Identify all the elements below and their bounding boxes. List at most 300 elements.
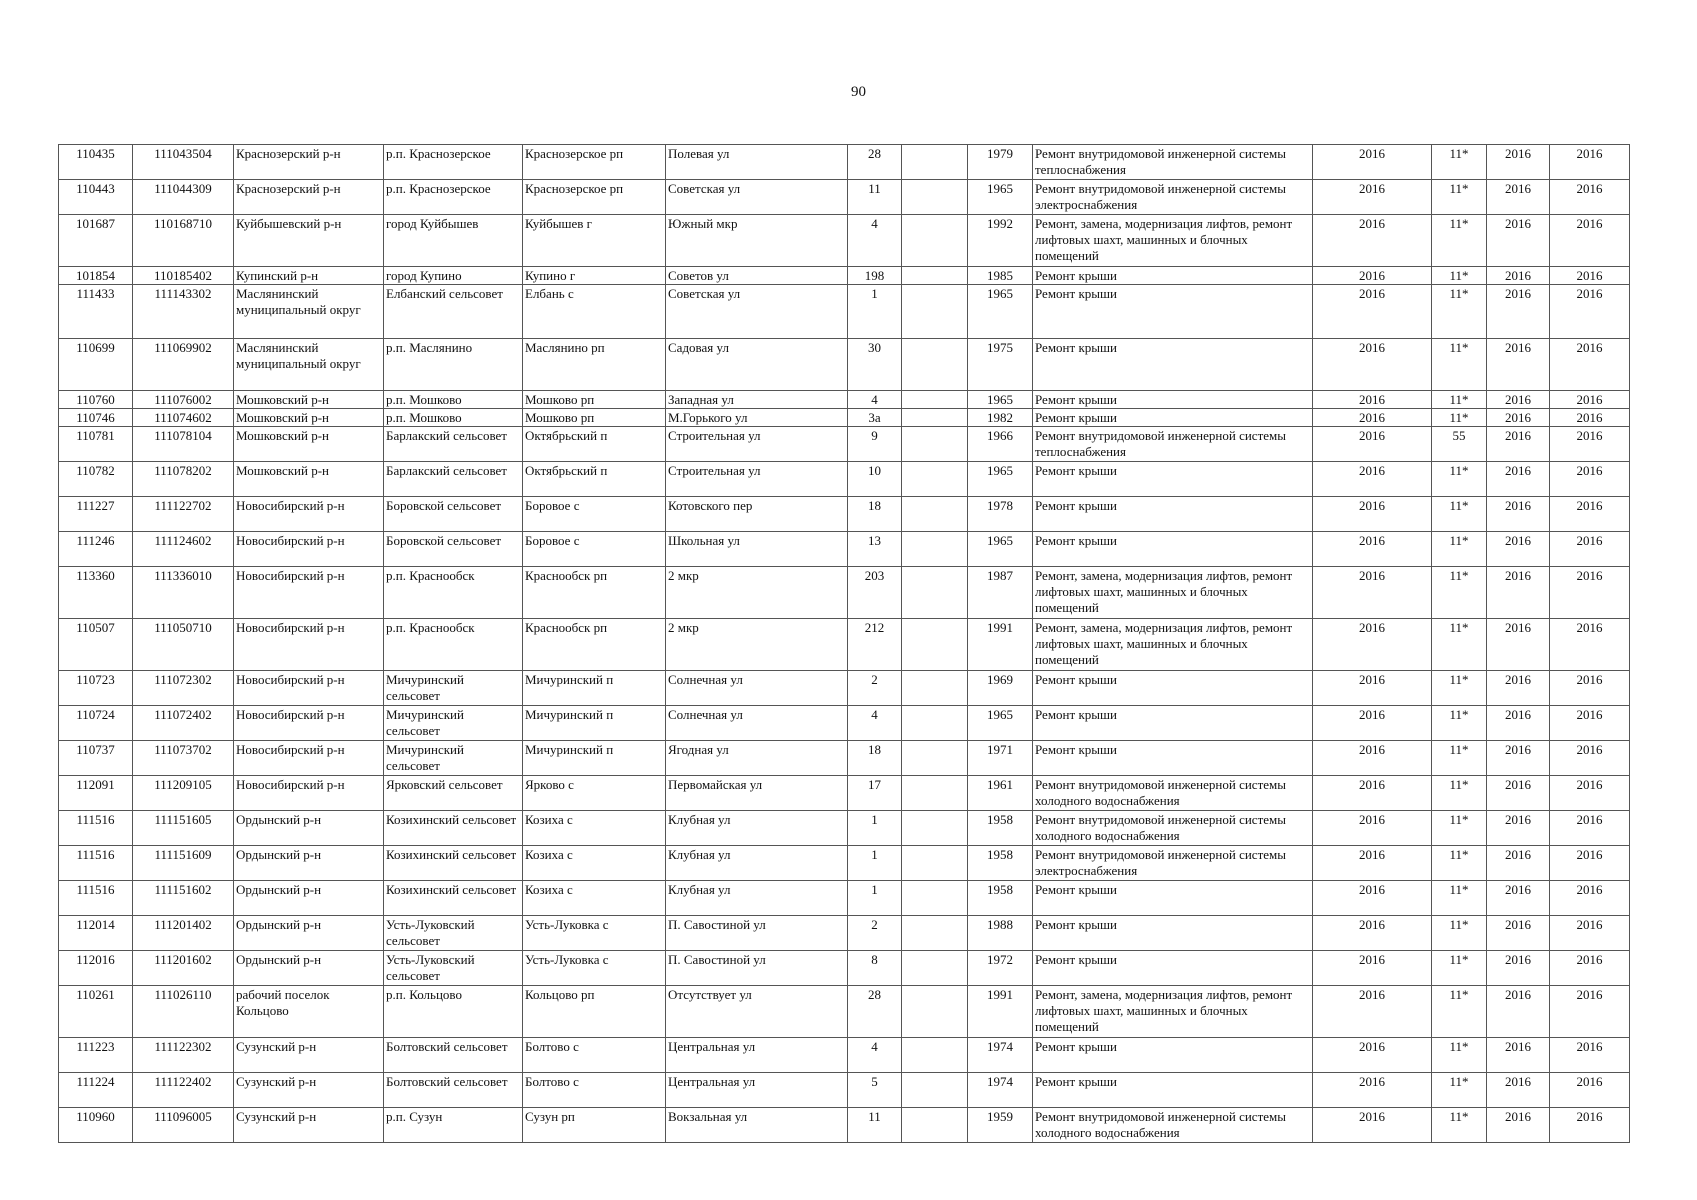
cell-cost-code: 11* (1432, 339, 1487, 391)
table-row (59, 285, 1630, 339)
cell-end-year: 2016 (1550, 462, 1630, 497)
cell-end-year: 2016 (1550, 339, 1630, 391)
cell-street: П. Савостиной ул (666, 916, 848, 951)
cell-plan-year: 2016 (1313, 776, 1432, 811)
cell-house-number: 18 (848, 741, 902, 776)
cell-object-code: 111074602 (133, 409, 234, 427)
cell-settlement: Болтовский сельсовет (384, 1038, 523, 1073)
cell-plan-year: 2016 (1313, 846, 1432, 881)
cell-work-type: Ремонт крыши (1033, 339, 1313, 391)
cell-settlement: р.п. Кольцово (384, 986, 523, 1038)
cell-plan-year: 2016 (1313, 532, 1432, 567)
cell-house-number: 1 (848, 285, 902, 339)
cell-locality: Боровое с (523, 532, 666, 567)
cell-end-year: 2016 (1550, 215, 1630, 267)
table-row (59, 409, 1630, 427)
cell-locality: Мичуринский п (523, 741, 666, 776)
cell-plan-year: 2016 (1313, 916, 1432, 951)
cell-building-letter (902, 532, 968, 567)
cell-plan-year: 2016 (1313, 567, 1432, 619)
cell-object-code: 111151609 (133, 846, 234, 881)
cell-cost-code: 11* (1432, 916, 1487, 951)
cell-cost-code: 11* (1432, 706, 1487, 741)
cell-end-year: 2016 (1550, 811, 1630, 846)
cell-work-type: Ремонт внутридомовой инженерной системы холодного водоснабжения (1033, 811, 1313, 846)
cell-end-year: 2016 (1550, 427, 1630, 462)
cell-object-code: 111122702 (133, 497, 234, 532)
cell-settlement: Болтовский сельсовет (384, 1073, 523, 1108)
cell-work-type: Ремонт крыши (1033, 267, 1313, 285)
table-row (59, 215, 1630, 267)
cell-end-year: 2016 (1550, 986, 1630, 1038)
cell-street: Советская ул (666, 285, 848, 339)
cell-year-built: 1965 (968, 462, 1033, 497)
cell-settlement: Барлакский сельсовет (384, 462, 523, 497)
cell-locality: Боровое с (523, 497, 666, 532)
cell-street: Клубная ул (666, 846, 848, 881)
cell-year-built: 1965 (968, 180, 1033, 215)
cell-work-type: Ремонт крыши (1033, 671, 1313, 706)
cell-locality: Болтово с (523, 1038, 666, 1073)
cell-object-code: 110185402 (133, 267, 234, 285)
table-row (59, 267, 1630, 285)
cell-cost-code: 11* (1432, 1073, 1487, 1108)
cell-settlement: Барлакский сельсовет (384, 427, 523, 462)
cell-year-built: 1969 (968, 671, 1033, 706)
cell-street: Полевая ул (666, 145, 848, 180)
cell-work-type: Ремонт, замена, модернизация лифтов, ремонт лифтовых шахт, машинных и блочных помещений (1033, 215, 1313, 267)
cell-start-year: 2016 (1487, 215, 1550, 267)
cell-house-number: 2 (848, 916, 902, 951)
cell-cost-code: 11* (1432, 497, 1487, 532)
cell-object-code: 111069902 (133, 339, 234, 391)
cell-house-number: 4 (848, 706, 902, 741)
cell-record-id: 110746 (59, 409, 133, 427)
table-row (59, 881, 1630, 916)
cell-start-year: 2016 (1487, 916, 1550, 951)
cell-end-year: 2016 (1550, 881, 1630, 916)
cell-year-built: 1965 (968, 706, 1033, 741)
cell-year-built: 1958 (968, 811, 1033, 846)
cell-object-code: 111073702 (133, 741, 234, 776)
cell-year-built: 1965 (968, 285, 1033, 339)
cell-locality: Мошково рп (523, 391, 666, 409)
cell-record-id: 110723 (59, 671, 133, 706)
table-row (59, 427, 1630, 462)
cell-cost-code: 11* (1432, 409, 1487, 427)
cell-municipality: Новосибирский р-н (234, 706, 384, 741)
cell-house-number: 30 (848, 339, 902, 391)
cell-plan-year: 2016 (1313, 811, 1432, 846)
cell-house-number: 4 (848, 1038, 902, 1073)
cell-object-code: 111151602 (133, 881, 234, 916)
cell-record-id: 111224 (59, 1073, 133, 1108)
cell-settlement: Усть-Луковский сельсовет (384, 916, 523, 951)
cell-plan-year: 2016 (1313, 619, 1432, 671)
cell-start-year: 2016 (1487, 1038, 1550, 1073)
cell-work-type: Ремонт внутридомовой инженерной системы холодного водоснабжения (1033, 1108, 1313, 1143)
cell-cost-code: 11* (1432, 671, 1487, 706)
cell-cost-code: 11* (1432, 267, 1487, 285)
cell-record-id: 111223 (59, 1038, 133, 1073)
cell-work-type: Ремонт, замена, модернизация лифтов, ремонт лифтовых шахт, машинных и блочных помещений (1033, 986, 1313, 1038)
cell-street: М.Горького ул (666, 409, 848, 427)
cell-house-number: 4 (848, 215, 902, 267)
table-row (59, 391, 1630, 409)
cell-street: Строительная ул (666, 427, 848, 462)
cell-cost-code: 55 (1432, 427, 1487, 462)
cell-locality: Козиха с (523, 846, 666, 881)
cell-record-id: 113360 (59, 567, 133, 619)
cell-municipality: Новосибирский р-н (234, 619, 384, 671)
cell-year-built: 1987 (968, 567, 1033, 619)
cell-house-number: 28 (848, 145, 902, 180)
cell-municipality: Сузунский р-н (234, 1073, 384, 1108)
cell-cost-code: 11* (1432, 145, 1487, 180)
cell-locality: Ярково с (523, 776, 666, 811)
cell-start-year: 2016 (1487, 671, 1550, 706)
cell-building-letter (902, 497, 968, 532)
cell-locality: Кольцово рп (523, 986, 666, 1038)
cell-object-code: 111201602 (133, 951, 234, 986)
cell-house-number: 1 (848, 811, 902, 846)
cell-work-type: Ремонт внутридомовой инженерной системы теплоснабжения (1033, 427, 1313, 462)
cell-cost-code: 11* (1432, 951, 1487, 986)
table-row (59, 145, 1630, 180)
cell-building-letter (902, 180, 968, 215)
cell-building-letter (902, 409, 968, 427)
cell-record-id: 112091 (59, 776, 133, 811)
cell-work-type: Ремонт внутридомовой инженерной системы электроснабжения (1033, 180, 1313, 215)
cell-cost-code: 11* (1432, 881, 1487, 916)
cell-street: Садовая ул (666, 339, 848, 391)
cell-record-id: 111433 (59, 285, 133, 339)
cell-end-year: 2016 (1550, 145, 1630, 180)
cell-object-code: 111076002 (133, 391, 234, 409)
cell-settlement: р.п. Краснозерское (384, 145, 523, 180)
cell-end-year: 2016 (1550, 916, 1630, 951)
cell-start-year: 2016 (1487, 462, 1550, 497)
cell-building-letter (902, 846, 968, 881)
cell-house-number: 10 (848, 462, 902, 497)
cell-plan-year: 2016 (1313, 427, 1432, 462)
cell-house-number: 13 (848, 532, 902, 567)
cell-plan-year: 2016 (1313, 145, 1432, 180)
cell-building-letter (902, 671, 968, 706)
cell-cost-code: 11* (1432, 215, 1487, 267)
cell-cost-code: 11* (1432, 741, 1487, 776)
cell-year-built: 1958 (968, 846, 1033, 881)
cell-building-letter (902, 619, 968, 671)
cell-locality: Краснообск рп (523, 567, 666, 619)
registry-table (58, 144, 1630, 1143)
cell-settlement: р.п. Краснообск (384, 619, 523, 671)
cell-street: Южный мкр (666, 215, 848, 267)
table-row (59, 741, 1630, 776)
cell-object-code: 111050710 (133, 619, 234, 671)
cell-cost-code: 11* (1432, 391, 1487, 409)
cell-building-letter (902, 391, 968, 409)
cell-municipality: Новосибирский р-н (234, 497, 384, 532)
cell-street: Центральная ул (666, 1038, 848, 1073)
cell-work-type: Ремонт крыши (1033, 391, 1313, 409)
cell-municipality: Ордынский р-н (234, 951, 384, 986)
cell-work-type: Ремонт крыши (1033, 1073, 1313, 1108)
cell-plan-year: 2016 (1313, 285, 1432, 339)
cell-end-year: 2016 (1550, 1108, 1630, 1143)
cell-street: Ягодная ул (666, 741, 848, 776)
cell-street: Отсутствует ул (666, 986, 848, 1038)
cell-plan-year: 2016 (1313, 267, 1432, 285)
cell-year-built: 1966 (968, 427, 1033, 462)
cell-end-year: 2016 (1550, 741, 1630, 776)
cell-start-year: 2016 (1487, 741, 1550, 776)
cell-end-year: 2016 (1550, 951, 1630, 986)
cell-street: Вокзальная ул (666, 1108, 848, 1143)
cell-plan-year: 2016 (1313, 1038, 1432, 1073)
cell-start-year: 2016 (1487, 339, 1550, 391)
cell-start-year: 2016 (1487, 619, 1550, 671)
cell-record-id: 101854 (59, 267, 133, 285)
cell-settlement: Мичуринский сельсовет (384, 671, 523, 706)
table-row (59, 180, 1630, 215)
cell-municipality: Сузунский р-н (234, 1108, 384, 1143)
cell-start-year: 2016 (1487, 776, 1550, 811)
cell-object-code: 111026110 (133, 986, 234, 1038)
cell-start-year: 2016 (1487, 409, 1550, 427)
cell-building-letter (902, 285, 968, 339)
cell-municipality: Ордынский р-н (234, 881, 384, 916)
cell-settlement: Козихинский сельсовет (384, 881, 523, 916)
cell-cost-code: 11* (1432, 1038, 1487, 1073)
cell-start-year: 2016 (1487, 285, 1550, 339)
cell-work-type: Ремонт крыши (1033, 741, 1313, 776)
cell-record-id: 110960 (59, 1108, 133, 1143)
cell-end-year: 2016 (1550, 776, 1630, 811)
cell-settlement: Мичуринский сельсовет (384, 741, 523, 776)
cell-building-letter (902, 1108, 968, 1143)
table-row (59, 1038, 1630, 1073)
table-row (59, 1108, 1630, 1143)
cell-year-built: 1971 (968, 741, 1033, 776)
cell-cost-code: 11* (1432, 619, 1487, 671)
cell-end-year: 2016 (1550, 706, 1630, 741)
cell-municipality: Новосибирский р-н (234, 671, 384, 706)
cell-plan-year: 2016 (1313, 497, 1432, 532)
cell-municipality: Мошковский р-н (234, 391, 384, 409)
cell-year-built: 1991 (968, 986, 1033, 1038)
cell-municipality: Ордынский р-н (234, 916, 384, 951)
cell-municipality: Маслянинский муниципальный округ (234, 339, 384, 391)
cell-locality: Елбань с (523, 285, 666, 339)
cell-street: Клубная ул (666, 811, 848, 846)
cell-end-year: 2016 (1550, 567, 1630, 619)
table-row (59, 671, 1630, 706)
cell-cost-code: 11* (1432, 811, 1487, 846)
cell-house-number: 198 (848, 267, 902, 285)
cell-municipality: Сузунский р-н (234, 1038, 384, 1073)
cell-record-id: 111246 (59, 532, 133, 567)
cell-plan-year: 2016 (1313, 391, 1432, 409)
cell-start-year: 2016 (1487, 881, 1550, 916)
cell-house-number: 18 (848, 497, 902, 532)
cell-house-number: 5 (848, 1073, 902, 1108)
cell-locality: Мичуринский п (523, 671, 666, 706)
cell-municipality: Купинский р-н (234, 267, 384, 285)
cell-plan-year: 2016 (1313, 180, 1432, 215)
cell-plan-year: 2016 (1313, 741, 1432, 776)
cell-cost-code: 11* (1432, 776, 1487, 811)
table-row (59, 567, 1630, 619)
cell-record-id: 110760 (59, 391, 133, 409)
cell-year-built: 1974 (968, 1038, 1033, 1073)
table-row (59, 811, 1630, 846)
cell-record-id: 110699 (59, 339, 133, 391)
cell-street: П. Савостиной ул (666, 951, 848, 986)
cell-start-year: 2016 (1487, 567, 1550, 619)
cell-end-year: 2016 (1550, 532, 1630, 567)
cell-building-letter (902, 339, 968, 391)
cell-locality: Козиха с (523, 881, 666, 916)
cell-house-number: 28 (848, 986, 902, 1038)
cell-end-year: 2016 (1550, 285, 1630, 339)
cell-locality: Сузун рп (523, 1108, 666, 1143)
cell-locality: Октябрьский п (523, 462, 666, 497)
cell-start-year: 2016 (1487, 180, 1550, 215)
cell-building-letter (902, 1038, 968, 1073)
cell-year-built: 1975 (968, 339, 1033, 391)
cell-start-year: 2016 (1487, 391, 1550, 409)
cell-year-built: 1991 (968, 619, 1033, 671)
cell-object-code: 110168710 (133, 215, 234, 267)
cell-building-letter (902, 1073, 968, 1108)
cell-start-year: 2016 (1487, 986, 1550, 1038)
cell-work-type: Ремонт крыши (1033, 881, 1313, 916)
cell-municipality: Ордынский р-н (234, 811, 384, 846)
cell-settlement: р.п. Краснообск (384, 567, 523, 619)
cell-record-id: 112014 (59, 916, 133, 951)
cell-house-number: 11 (848, 180, 902, 215)
cell-building-letter (902, 145, 968, 180)
cell-plan-year: 2016 (1313, 671, 1432, 706)
cell-municipality: Новосибирский р-н (234, 741, 384, 776)
cell-settlement: р.п. Сузун (384, 1108, 523, 1143)
cell-object-code: 111072402 (133, 706, 234, 741)
cell-object-code: 111096005 (133, 1108, 234, 1143)
cell-locality: Куйбышев г (523, 215, 666, 267)
cell-cost-code: 11* (1432, 285, 1487, 339)
cell-object-code: 111336010 (133, 567, 234, 619)
cell-end-year: 2016 (1550, 267, 1630, 285)
cell-building-letter (902, 881, 968, 916)
cell-building-letter (902, 916, 968, 951)
cell-building-letter (902, 776, 968, 811)
cell-object-code: 111124602 (133, 532, 234, 567)
cell-house-number: 212 (848, 619, 902, 671)
cell-municipality: Ордынский р-н (234, 846, 384, 881)
cell-record-id: 110261 (59, 986, 133, 1038)
cell-object-code: 111078202 (133, 462, 234, 497)
cell-settlement: город Куйбышев (384, 215, 523, 267)
cell-year-built: 1958 (968, 881, 1033, 916)
cell-object-code: 111044309 (133, 180, 234, 215)
cell-cost-code: 11* (1432, 532, 1487, 567)
cell-year-built: 1988 (968, 916, 1033, 951)
cell-start-year: 2016 (1487, 1073, 1550, 1108)
cell-work-type: Ремонт крыши (1033, 951, 1313, 986)
cell-building-letter (902, 951, 968, 986)
table-row (59, 339, 1630, 391)
cell-work-type: Ремонт крыши (1033, 497, 1313, 532)
cell-plan-year: 2016 (1313, 1108, 1432, 1143)
cell-locality: Маслянино рп (523, 339, 666, 391)
cell-municipality: Мошковский р-н (234, 427, 384, 462)
cell-locality: Краснообск рп (523, 619, 666, 671)
cell-building-letter (902, 986, 968, 1038)
cell-year-built: 1974 (968, 1073, 1033, 1108)
cell-locality: Купино г (523, 267, 666, 285)
cell-year-built: 1965 (968, 532, 1033, 567)
cell-house-number: 1 (848, 881, 902, 916)
cell-work-type: Ремонт крыши (1033, 706, 1313, 741)
cell-settlement: р.п. Краснозерское (384, 180, 523, 215)
table-row (59, 951, 1630, 986)
cell-work-type: Ремонт крыши (1033, 916, 1313, 951)
cell-municipality: Новосибирский р-н (234, 532, 384, 567)
cell-plan-year: 2016 (1313, 706, 1432, 741)
cell-record-id: 101687 (59, 215, 133, 267)
cell-year-built: 1979 (968, 145, 1033, 180)
cell-street: Школьная ул (666, 532, 848, 567)
cell-cost-code: 11* (1432, 1108, 1487, 1143)
table-row (59, 619, 1630, 671)
cell-work-type: Ремонт, замена, модернизация лифтов, ремонт лифтовых шахт, машинных и блочных помещений (1033, 567, 1313, 619)
cell-locality: Болтово с (523, 1073, 666, 1108)
cell-cost-code: 11* (1432, 986, 1487, 1038)
cell-settlement: Козихинский сельсовет (384, 846, 523, 881)
cell-house-number: 17 (848, 776, 902, 811)
table-row (59, 706, 1630, 741)
cell-start-year: 2016 (1487, 145, 1550, 180)
cell-object-code: 111078104 (133, 427, 234, 462)
cell-municipality: Краснозерский р-н (234, 180, 384, 215)
cell-municipality: рабочий поселок Кольцово (234, 986, 384, 1038)
cell-object-code: 111122402 (133, 1073, 234, 1108)
cell-start-year: 2016 (1487, 267, 1550, 285)
cell-record-id: 110737 (59, 741, 133, 776)
cell-record-id: 110507 (59, 619, 133, 671)
cell-building-letter (902, 267, 968, 285)
cell-end-year: 2016 (1550, 1038, 1630, 1073)
cell-year-built: 1985 (968, 267, 1033, 285)
cell-start-year: 2016 (1487, 532, 1550, 567)
cell-end-year: 2016 (1550, 409, 1630, 427)
cell-start-year: 2016 (1487, 497, 1550, 532)
cell-locality: Краснозерское рп (523, 145, 666, 180)
registry-table-body (59, 145, 1630, 1143)
cell-street: Солнечная ул (666, 671, 848, 706)
cell-start-year: 2016 (1487, 811, 1550, 846)
cell-record-id: 112016 (59, 951, 133, 986)
cell-house-number: 1 (848, 846, 902, 881)
cell-street: Первомайская ул (666, 776, 848, 811)
cell-municipality: Мошковский р-н (234, 462, 384, 497)
cell-building-letter (902, 567, 968, 619)
cell-start-year: 2016 (1487, 846, 1550, 881)
cell-house-number: 8 (848, 951, 902, 986)
cell-object-code: 111143302 (133, 285, 234, 339)
table-row (59, 462, 1630, 497)
